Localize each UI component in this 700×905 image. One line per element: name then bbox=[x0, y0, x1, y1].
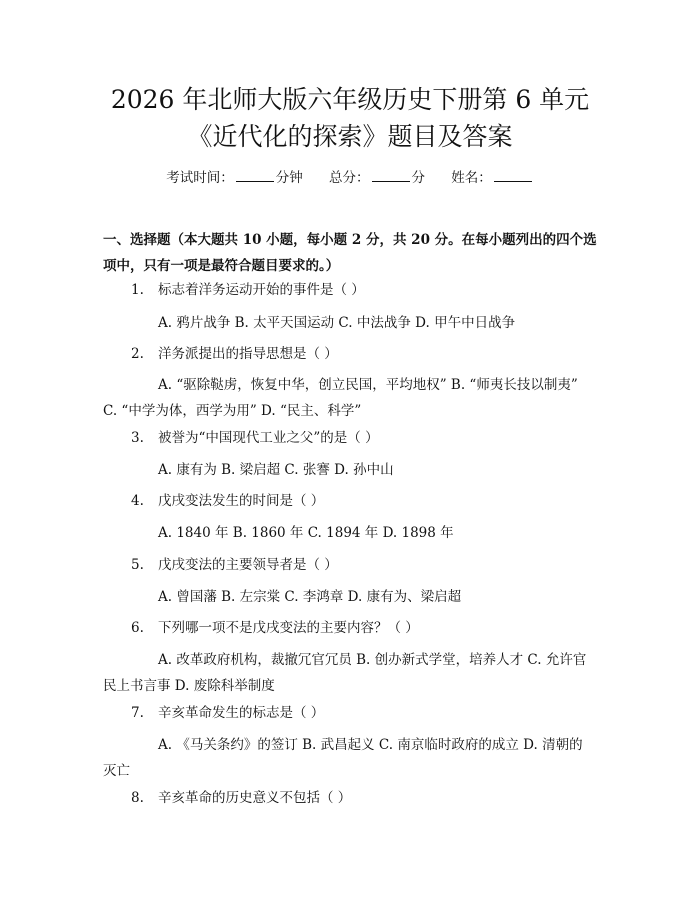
question-text: 辛亥革命的历史意义不包括（ ） bbox=[158, 790, 352, 806]
exam-time-unit: 分钟 bbox=[275, 170, 303, 186]
question-stem bbox=[131, 703, 324, 723]
question-text: 标志着洋务运动开始的事件是（ ） bbox=[158, 282, 365, 298]
total-score-field bbox=[329, 168, 425, 188]
student-name-label: 姓名： bbox=[451, 170, 492, 186]
question-number: 6. bbox=[131, 620, 144, 636]
question-text: 下列哪一项不是戊戌变法的主要内容？（ ） bbox=[158, 620, 419, 636]
question-number: 2. bbox=[131, 346, 144, 362]
exam-time-blank bbox=[236, 168, 274, 182]
question-options: A. 鸦片战争 B. 太平天国运动 C. 中法战争 D. 甲午中日战争 bbox=[158, 315, 516, 331]
question-stem bbox=[131, 618, 419, 638]
question-stem bbox=[131, 788, 351, 808]
question-options: A. 《马关条约》的签订 B. 武昌起义 C. 南京临时政府的成立 D. 清朝的灭亡 bbox=[103, 737, 583, 779]
question-number: 5. bbox=[131, 557, 144, 573]
question-stem bbox=[131, 555, 338, 575]
exam-title-line1: 2026 年北师大版六年级历史下册第 6 单元 bbox=[110, 85, 590, 114]
question-text: 辛亥革命发生的标志是（ ） bbox=[158, 705, 325, 721]
question-options: A. 曾国藩 B. 左宗棠 C. 李鸿章 D. 康有为、梁启超 bbox=[158, 589, 462, 605]
question-options: A. 1840 年 B. 1860 年 C. 1894 年 D. 1898 年 bbox=[158, 525, 454, 541]
exam-title-line2: 《近代化的探索》题目及答案 bbox=[187, 122, 513, 151]
total-score-label: 总分： bbox=[329, 170, 370, 186]
question-stem bbox=[131, 344, 338, 364]
question-options: A. “驱除鞑虏，恢复中华，创立民国，平均地权” B. “师夷长技以制夷” C. “中学为体，西学为用” D. “民主、科学” bbox=[103, 377, 578, 419]
total-score-blank bbox=[372, 168, 410, 182]
question-options: A. 康有为 B. 梁启超 C. 张謇 D. 孙中山 bbox=[158, 462, 394, 478]
question-number: 4. bbox=[131, 493, 144, 509]
question-text: 洋务派提出的指导思想是（ ） bbox=[158, 346, 338, 362]
question-number: 3. bbox=[131, 430, 144, 446]
question-stem bbox=[131, 491, 324, 511]
exam-time-field bbox=[166, 168, 303, 188]
question-number: 7. bbox=[131, 705, 144, 721]
question-text: 被誉为“中国现代工业之父”的是（ ） bbox=[158, 430, 379, 446]
section-heading: 一、选择题（本大题共 10 小题，每小题 2 分，共 20 分。在每小题列出的四个选项中，只有一项是最符合题目要求的。） bbox=[103, 232, 597, 274]
student-name-field bbox=[451, 168, 534, 188]
exam-meta bbox=[0, 168, 700, 188]
question-text: 戊戌变法发生的时间是（ ） bbox=[158, 493, 325, 509]
question-number: 8. bbox=[131, 790, 144, 806]
question-text: 戊戌变法的主要领导者是（ ） bbox=[158, 557, 338, 573]
student-name-blank bbox=[494, 168, 532, 182]
question-stem bbox=[131, 280, 365, 300]
question-stem bbox=[131, 428, 379, 448]
question-number: 1. bbox=[131, 282, 144, 298]
exam-time-label: 考试时间： bbox=[166, 170, 234, 186]
total-score-unit: 分 bbox=[411, 170, 425, 186]
question-options: A. 改革政府机构，裁撤冗官冗员 B. 创办新式学堂，培养人才 C. 允许官民上书言事 D. 废除科举制度 bbox=[103, 652, 587, 694]
